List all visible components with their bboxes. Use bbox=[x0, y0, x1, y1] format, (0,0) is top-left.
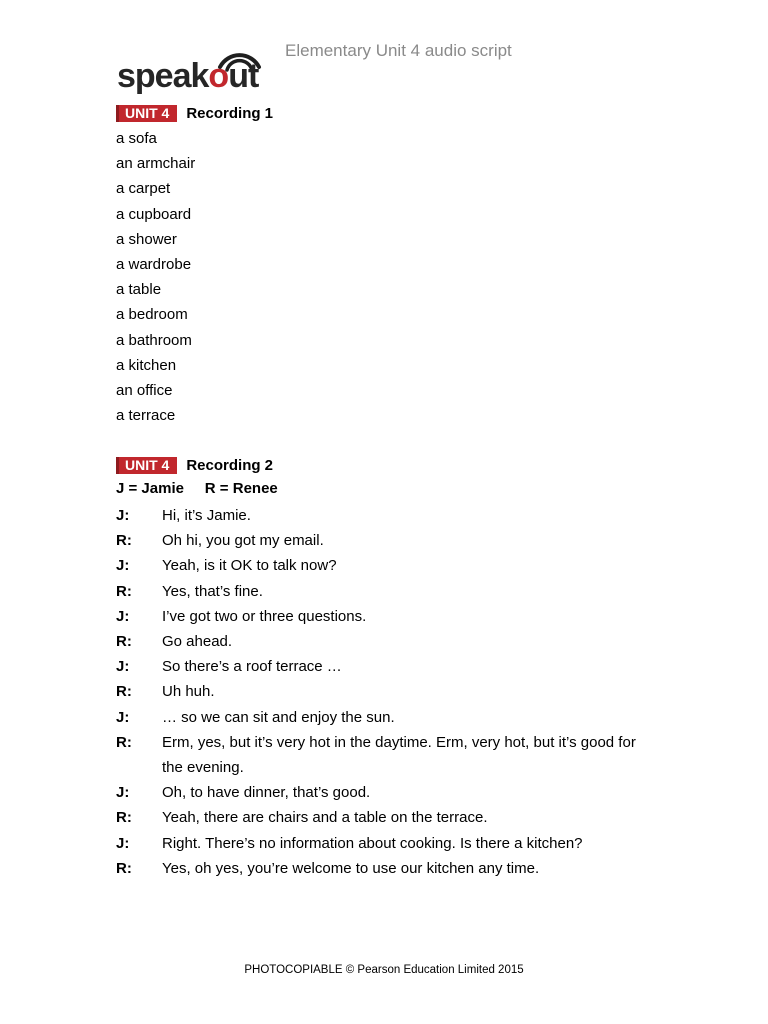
dialogue-text: Yes, oh yes, you’re welcome to use our kitchen any time. bbox=[162, 859, 540, 877]
dialogue-text: Yes, that’s fine. bbox=[162, 582, 263, 600]
list-item: a bedroom bbox=[116, 306, 188, 324]
recording-2-heading bbox=[116, 455, 273, 475]
speaker-label: R: bbox=[116, 582, 132, 600]
document-title: Elementary Unit 4 audio script bbox=[285, 41, 512, 60]
list-item: a cupboard bbox=[116, 205, 192, 223]
dialogue-text: Go ahead. bbox=[162, 633, 233, 651]
speakout-logo bbox=[116, 50, 276, 98]
speaker-label: J: bbox=[116, 784, 130, 802]
list-item: a kitchen bbox=[116, 356, 177, 374]
speaker-label: J: bbox=[116, 834, 130, 852]
speaker-label: R: bbox=[116, 683, 132, 701]
list-item: a shower bbox=[116, 230, 177, 248]
list-item: an armchair bbox=[116, 155, 196, 173]
speaker-label: J: bbox=[116, 557, 130, 575]
recording-title: Recording 2 bbox=[186, 456, 274, 474]
recording-title: Recording 1 bbox=[186, 104, 274, 122]
list-item: a carpet bbox=[116, 180, 171, 198]
dialogue-text: Uh huh. bbox=[162, 683, 215, 701]
speaker-label: J: bbox=[116, 607, 130, 625]
dialogue-line bbox=[116, 579, 656, 604]
dialogue-text: I’ve got two or three questions. bbox=[162, 607, 367, 625]
dialogue-text: Right. There’s no information about cooking. Is there a kitchen? bbox=[162, 834, 583, 852]
dialogue-line bbox=[116, 705, 656, 730]
dialogue-line bbox=[116, 503, 656, 528]
dialogue-text: Oh hi, you got my email. bbox=[162, 532, 324, 550]
speaker-label: J: bbox=[116, 708, 130, 726]
speaker-label: J: bbox=[116, 507, 130, 524]
dialogue-text: Yeah, there are chairs and a table on the terrace. bbox=[162, 809, 488, 827]
dialogue-line bbox=[116, 730, 656, 780]
dialogue-line bbox=[116, 679, 656, 704]
speaker-label: R: bbox=[116, 633, 132, 651]
speaker-label: R: bbox=[116, 809, 132, 827]
dialogue bbox=[116, 503, 656, 881]
dialogue-line bbox=[116, 604, 656, 629]
list-item: an office bbox=[116, 381, 173, 399]
dialogue-line bbox=[116, 629, 656, 654]
recording-1-heading bbox=[116, 103, 273, 123]
dialogue-line bbox=[116, 528, 656, 553]
dialogue-text: So there’s a roof terrace … bbox=[162, 658, 342, 676]
dialogue-text: Hi, it’s Jamie. bbox=[162, 507, 251, 524]
dialogue-line bbox=[116, 553, 656, 578]
logo-text: speakout bbox=[117, 57, 259, 95]
dialogue-line bbox=[116, 831, 656, 856]
list-item: a table bbox=[116, 281, 162, 299]
dialogue-line bbox=[116, 805, 656, 830]
dialogue-text: Oh, to have dinner, that’s good. bbox=[162, 784, 371, 802]
list-item: a terrace bbox=[116, 407, 176, 425]
dialogue-line bbox=[116, 856, 656, 881]
list-item: a sofa bbox=[116, 130, 157, 147]
speaker-label: R: bbox=[116, 733, 132, 751]
dialogue-text: … so we can sit and enjoy the sun. bbox=[162, 708, 395, 726]
speaker-label: R: bbox=[116, 859, 132, 877]
dialogue-text: Erm, yes, but it’s very hot in the daytime. Erm, very hot, but it’s good for the evening. bbox=[162, 733, 636, 777]
dialogue-line bbox=[116, 654, 656, 679]
speaker-key: J = Jamie R = Renee bbox=[116, 480, 278, 497]
vocabulary-list bbox=[116, 126, 195, 428]
speaker-label: J: bbox=[116, 658, 130, 676]
list-item: a wardrobe bbox=[116, 255, 192, 273]
speaker-label: R: bbox=[116, 532, 132, 550]
unit-badge: UNIT 4 bbox=[116, 105, 177, 122]
unit-badge: UNIT 4 bbox=[116, 457, 177, 474]
dialogue-text: Yeah, is it OK to talk now? bbox=[162, 557, 337, 575]
footer-copyright: PHOTOCOPIABLE © Pearson Education Limited 2015 bbox=[244, 964, 524, 976]
list-item: a bathroom bbox=[116, 331, 192, 349]
dialogue-line bbox=[116, 780, 656, 805]
